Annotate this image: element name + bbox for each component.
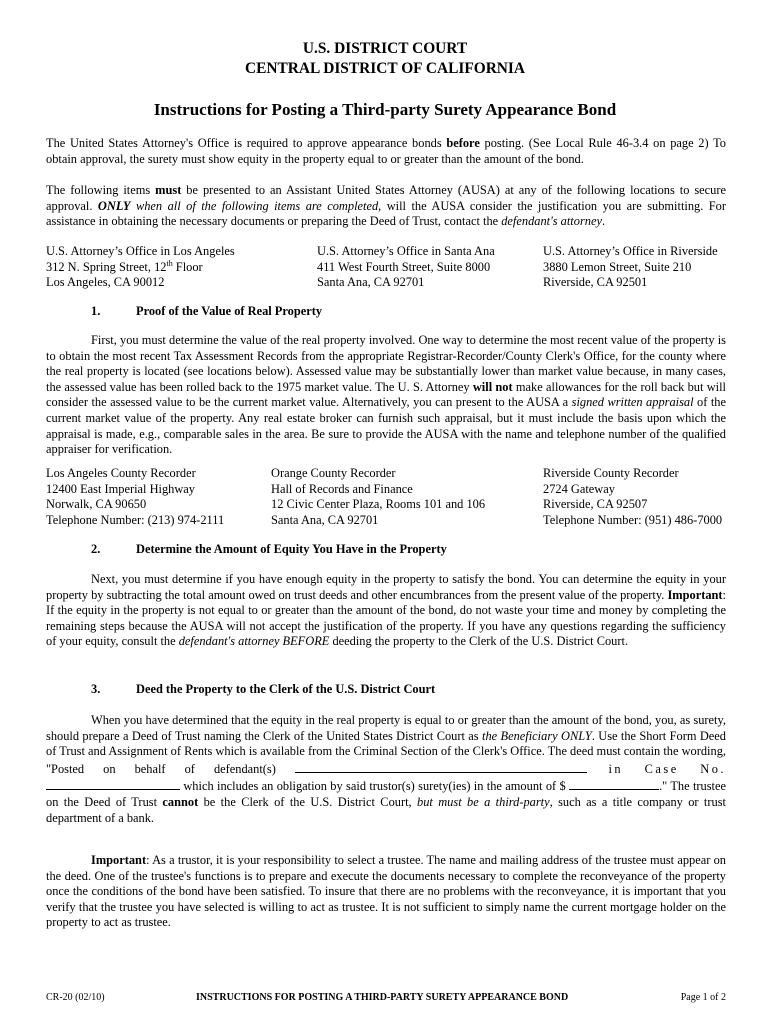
court-name: U.S. DISTRICT COURT [302,40,468,57]
section-3-paragraph: When you have determined that the equity in the real property is equal to or greater than the amount of the bond, you, as surety, should prepare a Deed of Trust naming the Clerk of the United States District Court as the Beneficiary ONLY. Use the Short Form Deed of Trust and Assignment of Rents which is available from the Criminal Section of the Clerk's Office. The deed must contain the wording, "Posted on behalf of defendant(s) in Case No. which includes an obligation by said trustor(s) surety(ies) in the amount of $ ." The trustee on the Deed of Trust cannot be the Clerk of the U.S. District Court, but must be a third-party, such as a title company or trust department of a bank. [46,713,727,825]
page-footer [46,990,726,1006]
intro-paragraph-1: The United States Attorney's Office is required to approve appearance bonds before posting. (See Local Rule 46-3.4 on page 2) To obtain approval, the surety must show equity in the property equal to or greater than the amount of the bond. [46,136,726,166]
recorder-los-angeles: Los Angeles County Recorder 12400 East Imperial Highway Norwalk, CA 90650 Telephone Number: (213) 974-2111 [46,466,225,527]
ausa-office-riverside: U.S. Attorney’s Office in Riverside 3880 Lemon Street, Suite 210 Riverside, CA 92501 [543,244,718,290]
section-2-paragraph: Next, you must determine if you have enough equity in the property to satisfy the bond. You can determine the equity in your property by subtracting the total amount owed on trust deeds and other encumbrances from the present value of the property. Important: If the equity in the property is not equal to or greater than the amount of the bond, do not waste your time and money by completing the remaining steps because the AUSA will not accept the justification of the property. If you have any questions regarding the sufficiency of your equity, consult the defendant's attorney BEFORE deeding the property to the Clerk of the U.S. District Court. [46,572,726,649]
form-id: CR-20 (02/10) [46,992,105,1003]
page-title: Instructions for Posting a Third-party Surety Appearance Bond [153,100,617,119]
district-name: CENTRAL DISTRICT OF CALIFORNIA [244,60,526,77]
defendant-name-blank [295,760,587,773]
ausa-office-los-angeles: U.S. Attorney’s Office in Los Angeles 312 N. Spring Street, 12th Floor Los Angeles, CA 90012 [46,244,235,290]
important-paragraph: Important: As a trustor, it is your responsibility to select a trustee. The name and mailing address of the trustee must appear on the deed. One of the trustee's functions is to prepare and execute the documents necessary to complete the reconveyance of the property once the conditions of the bond have been satisfied. To insure that there are no problems with the reconveyance, it is important that you verify that the trustee you have selected is willing to act as trustee. It is not sufficient to simply name the current mortgage holder on the property to act as trustee. [46,853,726,930]
ausa-office-santa-ana: U.S. Attorney’s Office in Santa Ana 411 West Fourth Street, Suite 8000 Santa Ana, CA 92701 [317,244,495,290]
recorder-orange-county: Orange County Recorder Hall of Records and Finance 12 Civic Center Plaza, Rooms 101 and 106 Santa Ana, CA 92701 [271,466,486,527]
intro-paragraph-2: The following items must be presented to an Assistant United States Attorney (AUSA) at any of the following locations to secure approval. ONLY when all of the following items are completed, will the AUSA consider the justification you are submitting. For assistance in obtaining the necessary documents or preparing the Deed of Trust, contact the defendant's attorney. [46,183,726,229]
bond-amount-blank [569,777,659,790]
page-number: Page 1 of 2 [680,992,726,1003]
case-number-blank [46,777,180,790]
section-1-paragraph: First, you must determine the value of the real property involved. One way to determine the most recent value of the property is to obtain the most recent Tax Assessment Records from the appropriate Registrar-Recorder/County Clerk's Office, for the county where the real property is located (see locations below). Assessed value may be substantially lower than market value because, in many cases, the assessed value has been rolled back to the 1975 market value. The U. S. Attorney will not make allowances for the roll back but will consider the assessed value to be the current market value. Alternatively, you can present to the AUSA a signed written appraisal of the current market value of the property. Any real estate broker can furnish such appraisal, but it must include the basis upon which the appraisal is made, e.g., comparable sales in the area. Be sure to provide the AUSA with the name and telephone number of the qualified appraiser for verification. [46,333,726,457]
footer-title: INSTRUCTIONS FOR POSTING A THIRD-PARTY SURETY APPEARANCE BOND [196,992,569,1003]
section-2-heading: 2. Determine the Amount of Equity You Have in the Property [91,542,447,556]
section-3-heading: 3. Deed the Property to the Clerk of the U.S. District Court [91,682,436,696]
recorder-riverside: Riverside County Recorder 2724 Gateway Riverside, CA 92507 Telephone Number: (951) 486-7000 [543,466,723,527]
section-1-heading: 1. Proof of the Value of Real Property [91,304,323,318]
